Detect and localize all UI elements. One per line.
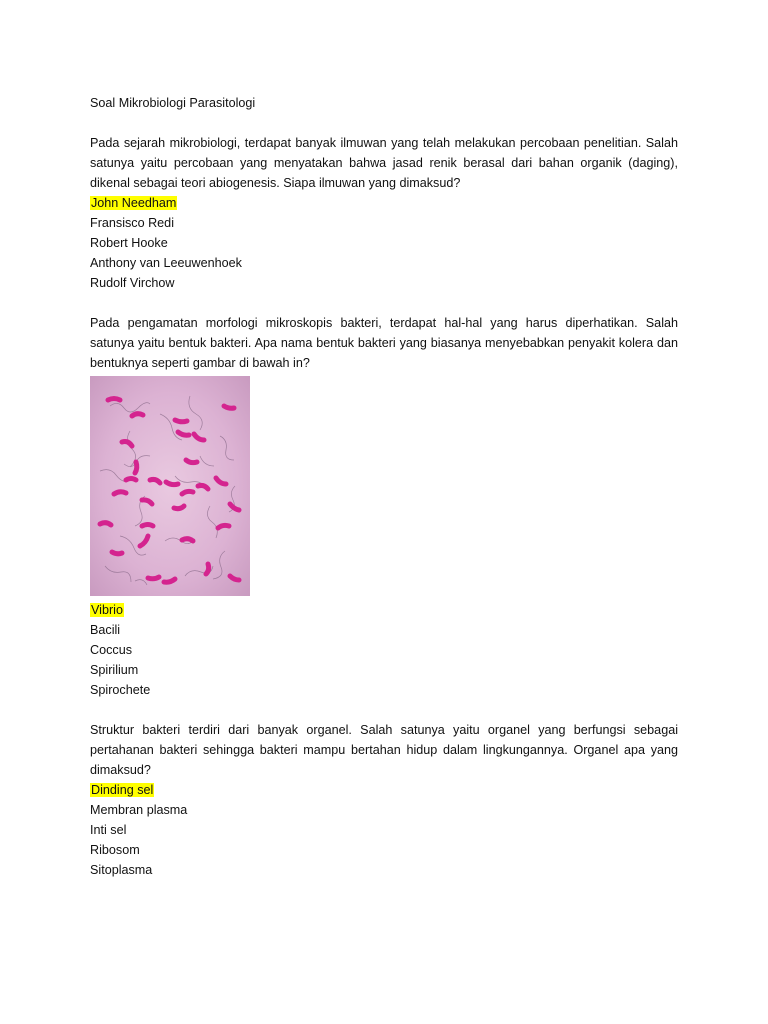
question-text: Struktur bakteri terdiri dari banyak organel. Salah satunya yaitu organel yang berfungsi sebagai pertahanan bakteri sehingga bakteri mampu bertahan hidup dalam lingkungannya. Organel apa yang dimaksud?	[90, 723, 678, 777]
option-item: Spirilium	[90, 663, 139, 677]
question-text: Pada pengamatan morfologi mikroskopis bakteri, terdapat hal-hal yang harus diperhatikan. Salah satunya yaitu bentuk bakteri. Apa nama bentuk bakteri yang biasanya menyebabkan penyakit kolera dan bentuknya seperti gambar di bawah in?	[90, 316, 678, 370]
option-item: Robert Hooke	[90, 236, 168, 250]
option-item: Coccus	[90, 643, 132, 657]
question-text: Pada sejarah mikrobiologi, terdapat banyak ilmuwan yang telah melakukan percobaan penelitian. Salah satunya yaitu percobaan yang menyatakan bahwa jasad renik berasal dari bahan organik (daging), dikenal sebagai teori abiogenesis. Siapa ilmuwan yang dimaksud?	[90, 136, 678, 190]
option-item: Fransisco Redi	[90, 216, 174, 230]
option-item: Anthony van Leeuwenhoek	[90, 256, 242, 270]
correct-answer	[90, 193, 678, 213]
answer-highlight: Dinding sel	[91, 783, 154, 797]
correct-answer	[90, 600, 678, 620]
option-item: Inti sel	[90, 823, 127, 837]
question-2	[90, 313, 678, 700]
document-title: Soal Mikrobiologi Parasitologi	[90, 96, 256, 110]
answer-highlight: Vibrio	[91, 603, 123, 617]
correct-answer	[90, 780, 678, 800]
document-page	[90, 93, 678, 900]
option-item: Ribosom	[90, 843, 140, 857]
option-item: Sitoplasma	[90, 863, 153, 877]
vibrio-bacteria-micrograph	[90, 376, 250, 596]
option-item: Spirochete	[90, 683, 151, 697]
option-item: Rudolf Virchow	[90, 276, 175, 290]
option-item: Bacili	[90, 623, 121, 637]
answer-highlight: John Needham	[91, 196, 177, 210]
question-1	[90, 133, 678, 293]
question-3	[90, 720, 678, 880]
option-item: Membran plasma	[90, 803, 188, 817]
